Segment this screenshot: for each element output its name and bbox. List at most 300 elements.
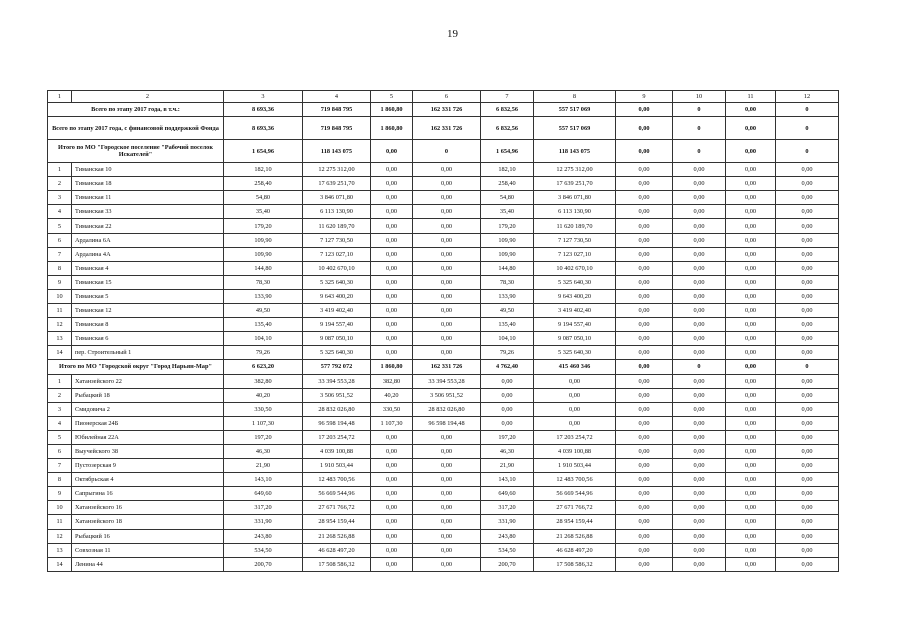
- row-value: 12 275 312,00: [534, 163, 616, 177]
- row-number: 10: [48, 501, 72, 515]
- row-value: 0,00: [534, 402, 616, 416]
- row-value: 7 127 730,50: [534, 233, 616, 247]
- row-value: 0,00: [371, 515, 413, 529]
- street-address: Тиманская 10: [72, 163, 224, 177]
- row-value: 96 598 194,48: [413, 416, 481, 430]
- row-value: 0,00: [726, 318, 776, 332]
- row-value: 10 402 670,10: [534, 261, 616, 275]
- row-value: 0,00: [371, 304, 413, 318]
- summary-value: 162 331 726: [413, 117, 481, 140]
- row-value: 35,40: [224, 205, 303, 219]
- row-value: 0,00: [616, 289, 673, 303]
- row-value: 0,00: [726, 332, 776, 346]
- row-value: 0,00: [616, 402, 673, 416]
- row-value: 0,00: [776, 275, 839, 289]
- row-value: 0,00: [776, 261, 839, 275]
- row-value: 0,00: [776, 318, 839, 332]
- row-value: 0,00: [616, 219, 673, 233]
- table-row: [48, 430, 839, 444]
- table-row: [48, 247, 839, 261]
- summary-value: 1 860,80: [371, 103, 413, 117]
- row-value: 1 910 503,44: [303, 459, 371, 473]
- row-value: 0,00: [413, 473, 481, 487]
- row-value: 0,00: [413, 444, 481, 458]
- row-value: 79,26: [224, 346, 303, 360]
- row-value: 0,00: [413, 543, 481, 557]
- row-value: 0,00: [481, 388, 534, 402]
- street-address: Тиманская 15: [72, 275, 224, 289]
- header-row: [48, 91, 839, 103]
- row-value: 649,60: [224, 487, 303, 501]
- header-cell: 8: [534, 91, 616, 103]
- table-row: [48, 416, 839, 430]
- row-number: 5: [48, 430, 72, 444]
- row-value: 0,00: [371, 430, 413, 444]
- row-value: 0,00: [616, 430, 673, 444]
- row-value: 3 506 951,52: [413, 388, 481, 402]
- table-row: [48, 191, 839, 205]
- street-address: Тиманская 4: [72, 261, 224, 275]
- summary-value: 0: [776, 117, 839, 140]
- row-value: 46,30: [481, 444, 534, 458]
- row-value: 0,00: [616, 416, 673, 430]
- row-value: 0,00: [673, 529, 726, 543]
- row-value: 10 402 670,10: [303, 261, 371, 275]
- row-number: 2: [48, 388, 72, 402]
- header-cell: 9: [616, 91, 673, 103]
- row-value: 5 325 640,30: [303, 275, 371, 289]
- row-value: 0,00: [616, 543, 673, 557]
- table-row: [48, 444, 839, 458]
- row-value: 243,80: [481, 529, 534, 543]
- table-row: [48, 346, 839, 360]
- summary-value: 0: [776, 103, 839, 117]
- row-value: 35,40: [481, 205, 534, 219]
- row-value: 0,00: [371, 529, 413, 543]
- row-value: 0,00: [726, 529, 776, 543]
- header-cell: 4: [303, 91, 371, 103]
- row-value: 258,40: [481, 177, 534, 191]
- row-value: 0,00: [776, 177, 839, 191]
- row-value: 79,26: [481, 346, 534, 360]
- street-address: Пустозерская 9: [72, 459, 224, 473]
- row-value: 0,00: [616, 346, 673, 360]
- row-value: 382,80: [371, 374, 413, 388]
- street-address: Тиманская 6: [72, 332, 224, 346]
- row-value: 0,00: [776, 219, 839, 233]
- row-value: 109,90: [481, 233, 534, 247]
- row-value: 7 127 730,50: [303, 233, 371, 247]
- summary-value: 0,00: [371, 140, 413, 163]
- street-address: Хатанзейского 16: [72, 501, 224, 515]
- row-value: 0,00: [673, 402, 726, 416]
- summary-value: 162 331 726: [413, 360, 481, 374]
- row-value: 0,00: [726, 388, 776, 402]
- row-value: 200,70: [481, 557, 534, 571]
- row-value: 0,00: [726, 163, 776, 177]
- row-value: 0,00: [673, 163, 726, 177]
- row-value: 331,90: [224, 515, 303, 529]
- row-value: 0,00: [726, 459, 776, 473]
- table-row: [48, 501, 839, 515]
- row-number: 8: [48, 473, 72, 487]
- row-value: 0,00: [616, 529, 673, 543]
- row-value: 0,00: [371, 163, 413, 177]
- row-number: 12: [48, 318, 72, 332]
- row-value: 0,00: [776, 346, 839, 360]
- row-value: 0,00: [673, 275, 726, 289]
- row-value: 27 671 766,72: [534, 501, 616, 515]
- row-value: 0,00: [616, 374, 673, 388]
- row-value: 0,00: [776, 233, 839, 247]
- row-value: 0,00: [673, 416, 726, 430]
- summary-value: 0: [413, 140, 481, 163]
- street-address: Пионерская 24Б: [72, 416, 224, 430]
- row-value: 0,00: [616, 163, 673, 177]
- row-value: 0,00: [413, 205, 481, 219]
- row-value: 143,10: [481, 473, 534, 487]
- row-value: 12 483 700,56: [303, 473, 371, 487]
- row-number: 4: [48, 205, 72, 219]
- row-value: 0,00: [413, 304, 481, 318]
- row-value: 6 113 130,90: [303, 205, 371, 219]
- row-value: 0,00: [726, 205, 776, 219]
- row-value: 49,50: [224, 304, 303, 318]
- summary-value: 1 860,80: [371, 117, 413, 140]
- row-value: 0,00: [673, 501, 726, 515]
- row-value: 0,00: [673, 543, 726, 557]
- row-value: 0,00: [726, 374, 776, 388]
- row-value: 4 039 100,88: [303, 444, 371, 458]
- row-value: 0,00: [776, 416, 839, 430]
- row-value: 0,00: [413, 219, 481, 233]
- summary-value: 6 832,56: [481, 117, 534, 140]
- row-value: 0,00: [413, 318, 481, 332]
- summary-value: 0,00: [616, 103, 673, 117]
- table-row: [48, 261, 839, 275]
- row-value: 0,00: [673, 388, 726, 402]
- row-number: 12: [48, 529, 72, 543]
- row-value: 382,80: [224, 374, 303, 388]
- row-value: 0,00: [726, 501, 776, 515]
- row-value: 21,90: [481, 459, 534, 473]
- row-value: 0,00: [413, 275, 481, 289]
- row-value: 0,00: [616, 473, 673, 487]
- row-value: 182,10: [224, 163, 303, 177]
- street-address: Тиманская 8: [72, 318, 224, 332]
- row-value: 144,80: [481, 261, 534, 275]
- street-address: Тиманская 11: [72, 191, 224, 205]
- street-address: Юбилейная 22А: [72, 430, 224, 444]
- row-value: 0,00: [481, 374, 534, 388]
- row-value: 104,10: [481, 332, 534, 346]
- row-value: 46 628 497,20: [303, 543, 371, 557]
- row-value: 21,90: [224, 459, 303, 473]
- row-value: 197,20: [481, 430, 534, 444]
- street-address: Ардалина 6А: [72, 233, 224, 247]
- row-value: 0,00: [616, 177, 673, 191]
- row-value: 56 669 544,96: [534, 487, 616, 501]
- table-row: [48, 459, 839, 473]
- street-address: Рыбацкий 16: [72, 529, 224, 543]
- row-number: 3: [48, 402, 72, 416]
- row-value: 0,00: [673, 459, 726, 473]
- row-value: 0,00: [726, 515, 776, 529]
- row-number: 11: [48, 304, 72, 318]
- row-value: 0,00: [673, 557, 726, 571]
- group-heading-row: [48, 360, 839, 374]
- row-value: 243,80: [224, 529, 303, 543]
- row-value: 21 268 526,88: [303, 529, 371, 543]
- table-row: [48, 318, 839, 332]
- summary-value: 0: [673, 117, 726, 140]
- row-value: 28 832 026,80: [413, 402, 481, 416]
- group-heading-row: [48, 140, 839, 163]
- street-address: Тиманская 18: [72, 177, 224, 191]
- row-value: 0,00: [726, 487, 776, 501]
- row-value: 0,00: [776, 515, 839, 529]
- street-address: Смидовича 2: [72, 402, 224, 416]
- header-cell: 10: [673, 91, 726, 103]
- row-value: 17 203 254,72: [303, 430, 371, 444]
- table-row: [48, 233, 839, 247]
- row-value: 0,00: [776, 332, 839, 346]
- row-value: 135,40: [481, 318, 534, 332]
- summary-value: 1 654,96: [224, 140, 303, 163]
- row-value: 0,00: [616, 261, 673, 275]
- summary-label: Итого по МО "Городское поселение "Рабочий поселок Искателей": [48, 140, 224, 163]
- summary-label: Всего по этапу 2017 года, в т.ч.:: [48, 103, 224, 117]
- row-value: 17 508 586,32: [303, 557, 371, 571]
- row-value: 7 123 027,10: [534, 247, 616, 261]
- row-value: 0,00: [776, 543, 839, 557]
- row-value: 0,00: [413, 501, 481, 515]
- summary-value: 162 331 726: [413, 103, 481, 117]
- row-value: 9 087 050,10: [303, 332, 371, 346]
- row-value: 0,00: [371, 191, 413, 205]
- summary-fund-row: [48, 117, 839, 140]
- row-value: 0,00: [673, 205, 726, 219]
- table-row: [48, 473, 839, 487]
- row-value: 0,00: [776, 444, 839, 458]
- row-value: 0,00: [726, 275, 776, 289]
- row-value: 0,00: [534, 374, 616, 388]
- row-value: 5 325 640,30: [534, 346, 616, 360]
- row-value: 11 620 189,70: [534, 219, 616, 233]
- row-value: 0,00: [371, 289, 413, 303]
- street-address: Сапрыгина 16: [72, 487, 224, 501]
- row-value: 104,10: [224, 332, 303, 346]
- street-address: Тиманская 12: [72, 304, 224, 318]
- row-value: 0,00: [371, 557, 413, 571]
- row-value: 197,20: [224, 430, 303, 444]
- header-cell: 12: [776, 91, 839, 103]
- row-number: 6: [48, 444, 72, 458]
- row-value: 0,00: [371, 487, 413, 501]
- page-number: 19: [447, 28, 458, 40]
- row-number: 1: [48, 163, 72, 177]
- row-value: 0,00: [776, 163, 839, 177]
- table-row: [48, 163, 839, 177]
- row-value: 143,10: [224, 473, 303, 487]
- row-number: 2: [48, 177, 72, 191]
- row-value: 0,00: [616, 275, 673, 289]
- table-row: [48, 543, 839, 557]
- header-cell: 1: [48, 91, 72, 103]
- row-value: 0,00: [371, 543, 413, 557]
- summary-value: 577 792 072: [303, 360, 371, 374]
- row-value: 200,70: [224, 557, 303, 571]
- row-value: 0,00: [726, 261, 776, 275]
- row-value: 0,00: [673, 247, 726, 261]
- street-address: Рыбацкий 18: [72, 388, 224, 402]
- row-value: 54,80: [224, 191, 303, 205]
- street-address: Совхозная 11: [72, 543, 224, 557]
- row-value: 0,00: [726, 444, 776, 458]
- table-row: [48, 515, 839, 529]
- header-cell: 7: [481, 91, 534, 103]
- row-value: 144,80: [224, 261, 303, 275]
- summary-label: Всего по этапу 2017 года, с финансовой поддержкой Фонда: [48, 117, 224, 140]
- row-value: 9 194 557,40: [534, 318, 616, 332]
- row-value: 0,00: [673, 444, 726, 458]
- row-value: 0,00: [371, 261, 413, 275]
- row-value: 331,90: [481, 515, 534, 529]
- row-value: 0,00: [534, 388, 616, 402]
- header-cell: 3: [224, 91, 303, 103]
- row-value: 0,00: [616, 191, 673, 205]
- row-value: 133,90: [224, 289, 303, 303]
- summary-value: 0: [673, 103, 726, 117]
- row-value: 0,00: [776, 304, 839, 318]
- row-number: 3: [48, 191, 72, 205]
- row-value: 0,00: [726, 233, 776, 247]
- row-value: 5 325 640,30: [534, 275, 616, 289]
- table-row: [48, 487, 839, 501]
- row-value: 7 123 027,10: [303, 247, 371, 261]
- row-number: 11: [48, 515, 72, 529]
- row-value: 28 832 026,80: [303, 402, 371, 416]
- row-value: 0,00: [776, 388, 839, 402]
- street-address: Хатанзейского 22: [72, 374, 224, 388]
- row-value: 9 087 050,10: [534, 332, 616, 346]
- row-value: 12 275 312,00: [303, 163, 371, 177]
- row-number: 10: [48, 289, 72, 303]
- summary-value: 1 654,96: [481, 140, 534, 163]
- street-address: Тиманская 5: [72, 289, 224, 303]
- row-value: 3 419 402,40: [534, 304, 616, 318]
- row-value: 17 508 586,32: [534, 557, 616, 571]
- row-value: 0,00: [726, 402, 776, 416]
- row-value: 0,00: [534, 416, 616, 430]
- summary-value: 0,00: [726, 117, 776, 140]
- row-value: 0,00: [726, 304, 776, 318]
- row-number: 14: [48, 346, 72, 360]
- row-number: 9: [48, 487, 72, 501]
- summary-value: 1 860,80: [371, 360, 413, 374]
- row-value: 0,00: [413, 163, 481, 177]
- row-value: 649,60: [481, 487, 534, 501]
- row-value: 109,90: [224, 247, 303, 261]
- summary-value: 719 848 795: [303, 117, 371, 140]
- row-value: 330,50: [224, 402, 303, 416]
- header-cell: 6: [413, 91, 481, 103]
- row-value: 0,00: [776, 191, 839, 205]
- row-value: 0,00: [726, 430, 776, 444]
- row-number: 14: [48, 557, 72, 571]
- row-value: 9 194 557,40: [303, 318, 371, 332]
- row-value: 0,00: [616, 388, 673, 402]
- row-value: 9 643 400,20: [534, 289, 616, 303]
- row-value: 56 669 544,96: [303, 487, 371, 501]
- row-number: 7: [48, 247, 72, 261]
- row-value: 6 113 130,90: [534, 205, 616, 219]
- table-row: [48, 177, 839, 191]
- row-value: 0,00: [673, 219, 726, 233]
- street-address: Ленина 44: [72, 557, 224, 571]
- row-value: 12 483 700,56: [534, 473, 616, 487]
- row-number: 5: [48, 219, 72, 233]
- summary-value: 0: [776, 360, 839, 374]
- row-value: 109,90: [481, 247, 534, 261]
- row-value: 109,90: [224, 233, 303, 247]
- summary-value: 557 517 069: [534, 103, 616, 117]
- row-value: 258,40: [224, 177, 303, 191]
- summary-value: 415 460 346: [534, 360, 616, 374]
- row-value: 1 107,30: [224, 416, 303, 430]
- summary-value: 0: [673, 140, 726, 163]
- row-number: 13: [48, 543, 72, 557]
- row-value: 0,00: [673, 374, 726, 388]
- row-value: 0,00: [673, 289, 726, 303]
- row-value: 0,00: [371, 501, 413, 515]
- row-value: 0,00: [616, 501, 673, 515]
- row-value: 46,30: [224, 444, 303, 458]
- row-value: 17 639 251,70: [303, 177, 371, 191]
- summary-value: 0,00: [616, 360, 673, 374]
- summary-value: 118 143 075: [303, 140, 371, 163]
- summary-value: 0,00: [726, 140, 776, 163]
- row-value: 0,00: [413, 289, 481, 303]
- row-value: 0,00: [776, 557, 839, 571]
- row-value: 0,00: [726, 557, 776, 571]
- row-value: 0,00: [371, 332, 413, 346]
- street-address: пер. Строительный 1: [72, 346, 224, 360]
- row-value: 317,20: [224, 501, 303, 515]
- row-value: 0,00: [413, 529, 481, 543]
- row-value: 0,00: [726, 219, 776, 233]
- row-value: 0,00: [726, 191, 776, 205]
- row-value: 0,00: [413, 515, 481, 529]
- row-value: 11 620 189,70: [303, 219, 371, 233]
- row-number: 4: [48, 416, 72, 430]
- header-cell: 5: [371, 91, 413, 103]
- row-value: 0,00: [673, 318, 726, 332]
- row-value: 0,00: [413, 430, 481, 444]
- row-value: 28 954 159,44: [534, 515, 616, 529]
- row-value: 0,00: [616, 557, 673, 571]
- row-value: 0,00: [616, 247, 673, 261]
- summary-value: 0: [776, 140, 839, 163]
- row-value: 27 671 766,72: [303, 501, 371, 515]
- row-value: 17 203 254,72: [534, 430, 616, 444]
- row-value: 4 039 100,88: [534, 444, 616, 458]
- row-number: 7: [48, 459, 72, 473]
- row-value: 0,00: [776, 501, 839, 515]
- row-value: 135,40: [224, 318, 303, 332]
- row-value: 0,00: [673, 473, 726, 487]
- summary-value: 8 693,36: [224, 103, 303, 117]
